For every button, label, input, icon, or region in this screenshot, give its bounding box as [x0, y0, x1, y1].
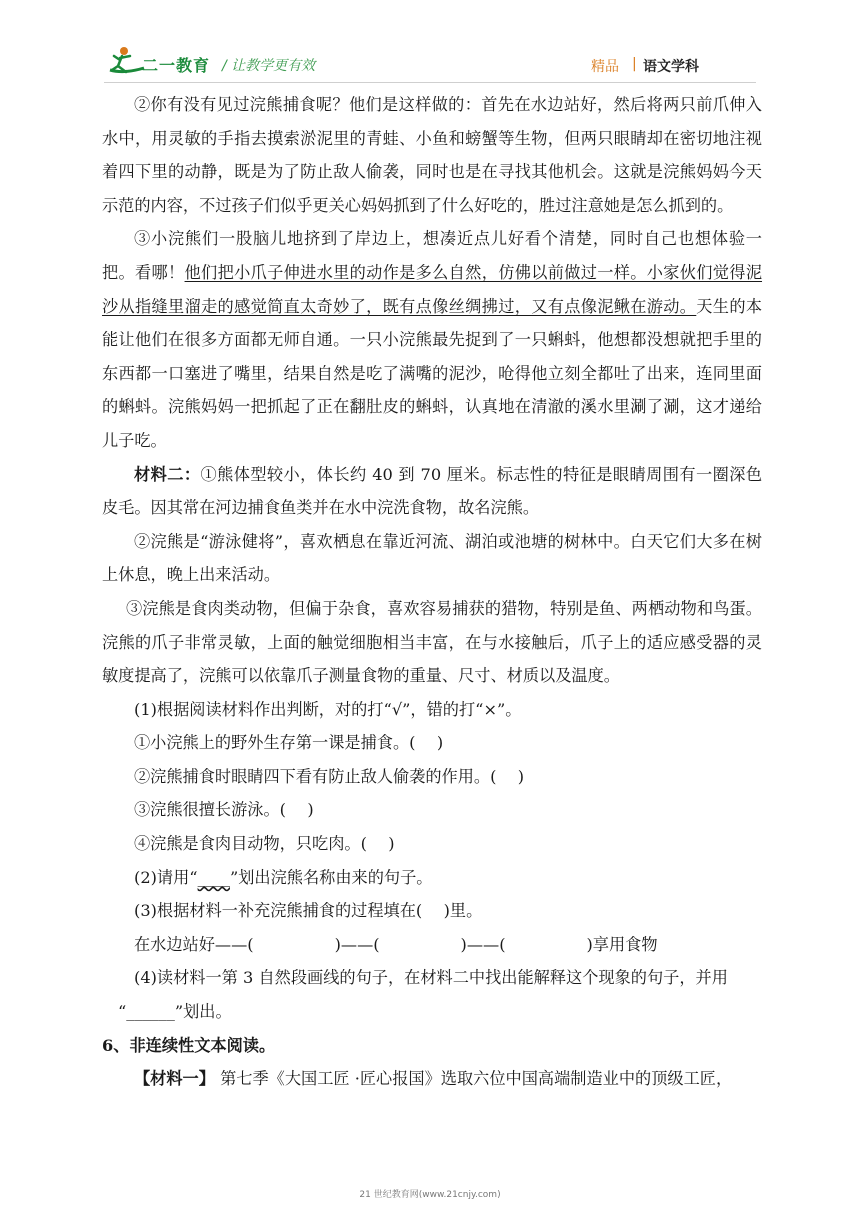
paragraph-2-end: 天生的本能让他们在很多方面都无师自通。一只小浣熊最先捉到了一只蝌蚪，他想都没想就把手里的东西都一口塞进了嘴里，结果自然是吃了满嘴的泥沙，呛得他立刻全都吐了出来，连同里面的蝌蚪。浣熊妈妈一把抓起了正在翻肚皮的蝌蚪，认真地在清澈的溪水里涮了涮，这才递给儿子吃。 — [102, 296, 763, 450]
material-2-label: 材料二： — [134, 464, 201, 484]
page-header — [0, 0, 860, 92]
logo-text: 二一教育 — [142, 56, 211, 75]
question-1-a: ①小浣熊上的野外生存第一课是捕食。( ) — [134, 733, 444, 753]
question-1-c: ③浣熊很擅长游泳。( ) — [134, 800, 314, 820]
question-3-fill-line: 在水边站好——( )——( )——( )享用食物 — [134, 934, 658, 954]
material-2-text-1: ①熊体型较小，体长约 40 到 70 厘米。标志性的特征是眼睛周围有一圈深色皮毛。因其常在河边捕食鱼类并在水中浣洗食物，故名浣熊。 — [102, 464, 763, 518]
header-rule — [104, 82, 756, 83]
question-2-start: (2)请用“ — [134, 867, 198, 887]
header-divider: | — [632, 56, 637, 72]
question-3: (3)根据材料一补充浣熊捕食的过程填在( )里。 — [134, 901, 483, 921]
section-6-material-1 — [102, 1062, 762, 1096]
subject-label: 语文学科 — [643, 59, 699, 75]
premium-label: 精品 — [591, 59, 619, 75]
section-6-label: 【材料一】 — [134, 1069, 215, 1089]
question-4: (4)读材料一第 3 自然段画线的句子，在材料二中找出能解释这个现象的句子，并用 — [134, 968, 728, 988]
material-2-paragraph-1 — [102, 458, 762, 525]
document-body — [102, 88, 762, 1096]
paragraph-2 — [102, 222, 762, 457]
page-footer: 21 世纪教育网(www.21cnjy.com) — [359, 1190, 501, 1200]
question-2-end: ”划出浣熊名称由来的句子。 — [229, 867, 433, 887]
question-1: (1)根据阅读材料作出判断，对的打“√”，错的打“×”。 — [134, 699, 522, 719]
section-6-text: 第七季《大国工匠 ·匠心报国》选取六位中国高端制造业中的顶级工匠， — [214, 1069, 733, 1089]
material-2-paragraph-3: ③浣熊是食肉类动物，但偏于杂食，喜欢容易捕获的猎物，特别是鱼、两栖动物和鸟蛋。浣熊的爪子非常灵敏，上面的触觉细胞相当丰富，在与水接触后，爪子上的适应感受器的灵敏度提高了，浣熊可以依靠爪子测量食物的重量、尺寸、材质以及温度。 — [102, 598, 762, 686]
question-2 — [102, 861, 762, 895]
header-slogan: / 让教学更有效 — [222, 58, 316, 74]
question-4-end: “______”划出。 — [118, 1002, 232, 1022]
question-1-b: ②浣熊捕食时眼睛四下看有防止敌人偷袭的作用。( ) — [134, 766, 525, 786]
question-1-d: ④浣熊是食肉目动物，只吃肉。( ) — [134, 834, 395, 854]
underlined-sentence: 他们把小爪子伸进水里的动作是多么自然，仿佛以前做过一样。小家伙们觉得泥沙从指缝里溜走的感觉简直太奇妙了，既有点像丝绸拂过，又有点像泥鳅在游动。 — [102, 262, 763, 316]
wavy-mark: ____ — [197, 867, 230, 887]
material-2-paragraph-2: ②浣熊是“游泳健将”，喜欢栖息在靠近河流、湖泊或池塘的树林中。白天它们大多在树上休息，晚上出来活动。 — [102, 531, 762, 585]
paragraph-2-start: ③小浣熊们一股脑儿地挤到了岸边上，想凑近点儿好看个清楚，同时自己也想体验一把。看哪！ — [102, 229, 762, 282]
section-6-heading: 6、非连续性文本阅读。 — [102, 1035, 276, 1055]
paragraph-1: ②你有没有见过浣熊捕食呢？他们是这样做的：首先在水边站好，然后将两只前爪伸入水中，用灵敏的手指去摸索淤泥里的青蛙、小鱼和螃蟹等生物，但两只眼睛却在密切地注视着四下里的动静，既是为了防止敌人偷袭，同时也是在寻找其他机会。这就是浣熊妈妈今天示范的内容，不过孩子们似乎更关心妈妈抓到了什么好吃的，胜过注意她是怎么抓到的。 — [102, 95, 762, 215]
